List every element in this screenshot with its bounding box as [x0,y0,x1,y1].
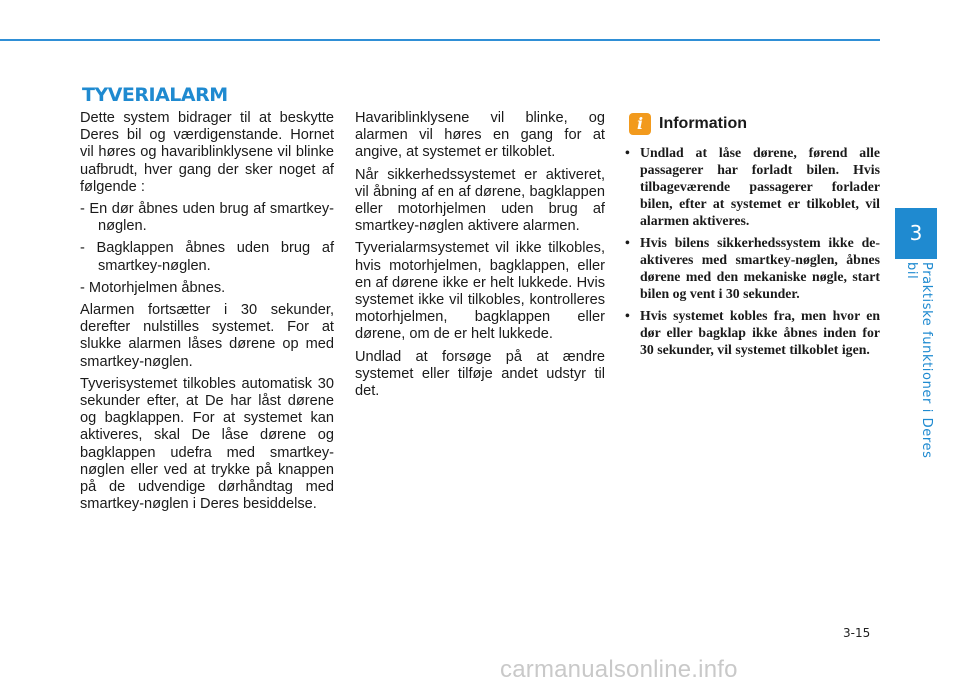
intro-paragraph: Dette system bidrager til at beskytte Deres bil og værdigenstande. Hornet vil høres og havariblinklysene vil blinke uafbrudt, hver gang der sker noget af følgende : [80,110,334,195]
bullet-text: Undlad at låse dørene, førend alle passagerer har forladt bilen. Hvis tilbageværende passagerer forlader bilen, efter at systemet er tilkoblet, vil alarmen aktiveres. [640,145,880,228]
information-box [625,110,880,363]
activation-paragraph: Når sikkerhedssystemet er aktiveret, vil åbning af en af dørene, bagklappen eller motorhjelmen uden brug af smartkey-nøglen aktivere alarmen. [355,166,605,235]
chapter-title-vertical: Praktiske funktioner i Deres bil [904,262,934,459]
hazard-paragraph: Havariblinklysene vil blinke, og alarmen vil høres en gang for at angive, at systemet er tilkoblet. [355,110,605,161]
bullet-icon: • [625,145,630,160]
list-item [625,234,880,302]
information-list [625,144,880,358]
not-armed-paragraph: Tyverialarmsystemet vil ikke tilkobles, hvis motorhjelmen, bagklappen, eller en af dørene ikke er helt lukkede. Hvis systemet ikke vil tilkobles, kontrolleres motorhjelmen, bagklappen eller dørene, om de er helt lukkede. [355,240,605,343]
list-item [625,307,880,358]
alarm-duration-paragraph: Alarmen fortsætter i 30 sekunder, derefter nulstilles systemet. For at slukke alarmen låses dørene op med smartkey-nøglen. [80,302,334,370]
list-item: - Bagklappen åbnes uden brug af smartkey-nøglen. [80,240,334,274]
list-item: - Motorhjelmen åbnes. [80,279,226,296]
bullet-icon: • [625,308,630,323]
information-header [625,110,880,138]
auto-arm-paragraph: Tyverisystemet tilkobles automatisk 30 sekunder efter, at De har låst dørene og bagklappen. For at systemet kan aktiveres, skal De låse dørene og bagklappen udefra med smartkey-nøglen eller ved at trykke på knappen på de udvendige dørhåndtag med smartkey-nøglen i Deres besiddelse. [80,375,334,513]
section-title: TYVERIALARM [82,84,228,106]
column-2 [355,110,605,405]
bullet-icon: • [625,235,630,250]
watermark: carmanualsonline.info [500,656,738,683]
list-item [625,144,880,229]
bullet-text: Hvis systemet kobles fra, men hvor en dør eller bagklap ikke åbnes inden for 30 sekunder, vil systemet tilkoblet igen. [640,308,880,357]
header-rule [0,39,880,41]
page-number: 3-15 [843,626,871,640]
modification-warning-paragraph: Undlad at forsøge på at ændre systemet eller tilføje andet udstyr til det. [355,348,605,400]
column-1 [80,110,334,518]
info-icon: i [629,113,651,135]
list-item: - En dør åbnes uden brug af smartkey-nøglen. [80,201,334,235]
bullet-text: Hvis bilens sikkerhedssystem ikke de-aktiveres med smartkey-nøglen, åbnes dørene med den mekaniske nøgle, start bilen og vent i 30 sekunder. [640,235,880,301]
information-title: Information [659,115,747,132]
chapter-number-tab: 3 [895,208,937,259]
